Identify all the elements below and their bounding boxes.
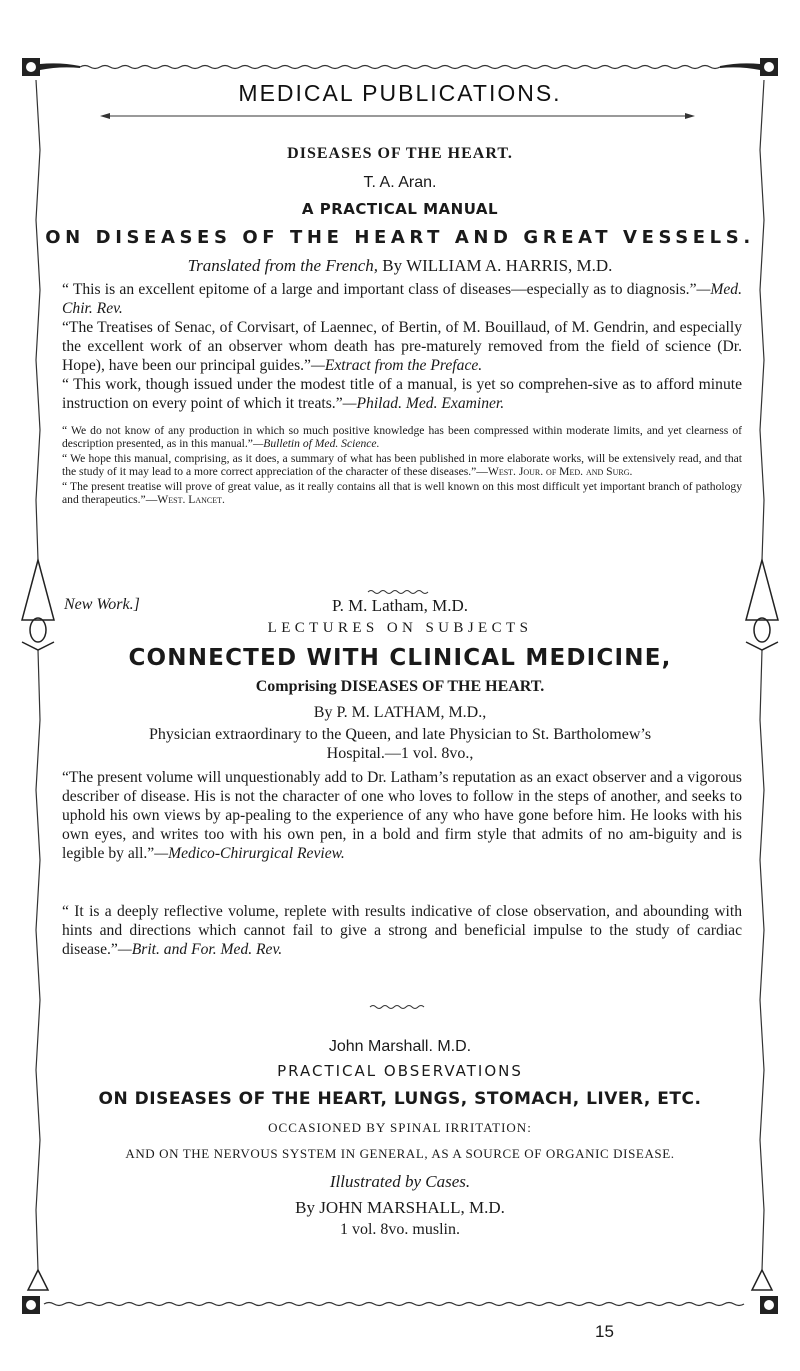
page-header-title: MEDICAL PUBLICATIONS. xyxy=(238,80,562,106)
marshall-volume: 1 vol. 8vo. muslin. xyxy=(339,1221,460,1238)
page-number: 15 xyxy=(595,1322,614,1341)
marshall-illustrated: Illustrated by Cases. xyxy=(329,1172,471,1191)
latham-quote-2: “ It is a deeply reflective volume, replete with results indicative of close observation, and abounding with hints and directions which cannot fail to give a strong and beneficial impulse to the study of cardiac disease.”—Brit. and For. Med. Rev. xyxy=(62,903,742,958)
bottom-wavy-rule xyxy=(44,1303,744,1306)
aran-translated xyxy=(0,256,800,276)
aran-quote-5: “ We hope this manual, comprising, as it does, a summary of what has been published in more elaborate works, will be extensively read, and that the study of it may lead to a more correct appreciation of the character of these diseases.”—West. Jour. of Med. and Surg. xyxy=(62,452,742,478)
latham-lectures: LECTURES ON SUBJECTS xyxy=(267,620,533,636)
aran-subtitle: A PRACTICAL MANUAL xyxy=(301,200,499,218)
aran-quote-1: “ This is an excellent epitome of a large and important class of diseases—especially as to diagnosis.”—Med. Chir. Rev. xyxy=(62,281,742,317)
aran-quote-3: “ This work, though issued under the modest title of a manual, is yet so comprehen-sive as to afford minute instruction on every point of which it treats.”—Philad. Med. Examiner. xyxy=(62,376,742,412)
aran-heading: DISEASES OF THE HEART. xyxy=(287,145,513,162)
marshall-subtitle: PRACTICAL OBSERVATIONS xyxy=(277,1062,523,1080)
corner-ornament-top-right xyxy=(720,58,778,76)
aran-quote-4: “ We do not know of any production in which so much positive knowledge has been compressed within moderate limits, and yet clearness of description presented, as in this manual.”—Bulletin of Med. Science. xyxy=(62,424,742,450)
latham-comprising: Comprising DISEASES OF THE HEART. xyxy=(255,678,545,695)
aran-quote-2: “The Treatises of Senac, of Corvisart, of Laennec, of Bertin, of M. Bouillaud, of M. Gendrin, and especially the excellent work of an observer whom death has pre-maturely removed from the field of science (Dr. Hope), have been our principal guides.”—Extract from the Preface. xyxy=(62,319,742,374)
marshall-by: By JOHN MARSHALL, M.D. xyxy=(295,1198,505,1217)
separator-squiggle-2 xyxy=(370,1006,424,1009)
separator-squiggle-1 xyxy=(368,591,428,594)
latham-by: By P. M. LATHAM, M.D., xyxy=(313,704,487,721)
top-wavy-rule xyxy=(80,66,720,69)
latham-quote-1: “The present volume will unquestionably add to Dr. Latham’s reputation as an exact observer and a vigorous describer of disease. His is not the character of one who loves to follow in the steps of another, and seeks to uphold his own views by ap-pealing to the experience of any who have gone before him. He looks with his own eyes, and writes too with his own pen, in a bold and firm style that admits of no am-biguity and is legible by all.”—Medico-Chirurgical Review. xyxy=(62,769,742,862)
marshall-occasioned: OCCASIONED BY SPINAL IRRITATION: xyxy=(268,1120,532,1135)
aran-author: T. A. Aran. xyxy=(363,174,437,191)
corner-ornament-top-left xyxy=(22,58,80,76)
aran-translator: By WILLIAM A. HARRIS, M.D. xyxy=(382,256,613,275)
header-arrow-rule xyxy=(100,113,695,119)
latham-title: CONNECTED WITH CLINICAL MEDICINE, xyxy=(128,645,672,671)
corner-ornament-bottom-right xyxy=(752,1270,778,1314)
latham-desc-1: Physician extraordinary to the Queen, and late Physician to St. Bartholomew’s xyxy=(148,726,652,743)
aran-title: ON DISEASES OF THE HEART AND GREAT VESSELS. xyxy=(45,227,755,248)
marshall-title: ON DISEASES OF THE HEART, LUNGS, STOMACH, LIVER, ETC. xyxy=(98,1089,702,1109)
marshall-nervous: AND ON THE NERVOUS SYSTEM IN GENERAL, AS A SOURCE OF ORGANIC DISEASE. xyxy=(125,1146,675,1161)
aran-translated-prefix: Translated from the French, xyxy=(187,256,379,275)
marshall-author: John Marshall. M.D. xyxy=(328,1038,472,1055)
aran-quote-6: “ The present treatise will prove of great value, as it really contains all that is well known on this most difficult yet important branch of pathology and therapeutics.”—West. Lancet. xyxy=(62,480,742,506)
latham-new-work: New Work.] xyxy=(64,596,140,613)
corner-ornament-bottom-left xyxy=(22,1270,48,1314)
latham-desc-2: Hospital.—1 vol. 8vo., xyxy=(326,745,474,762)
latham-author: P. M. Latham, M.D. xyxy=(332,596,468,615)
